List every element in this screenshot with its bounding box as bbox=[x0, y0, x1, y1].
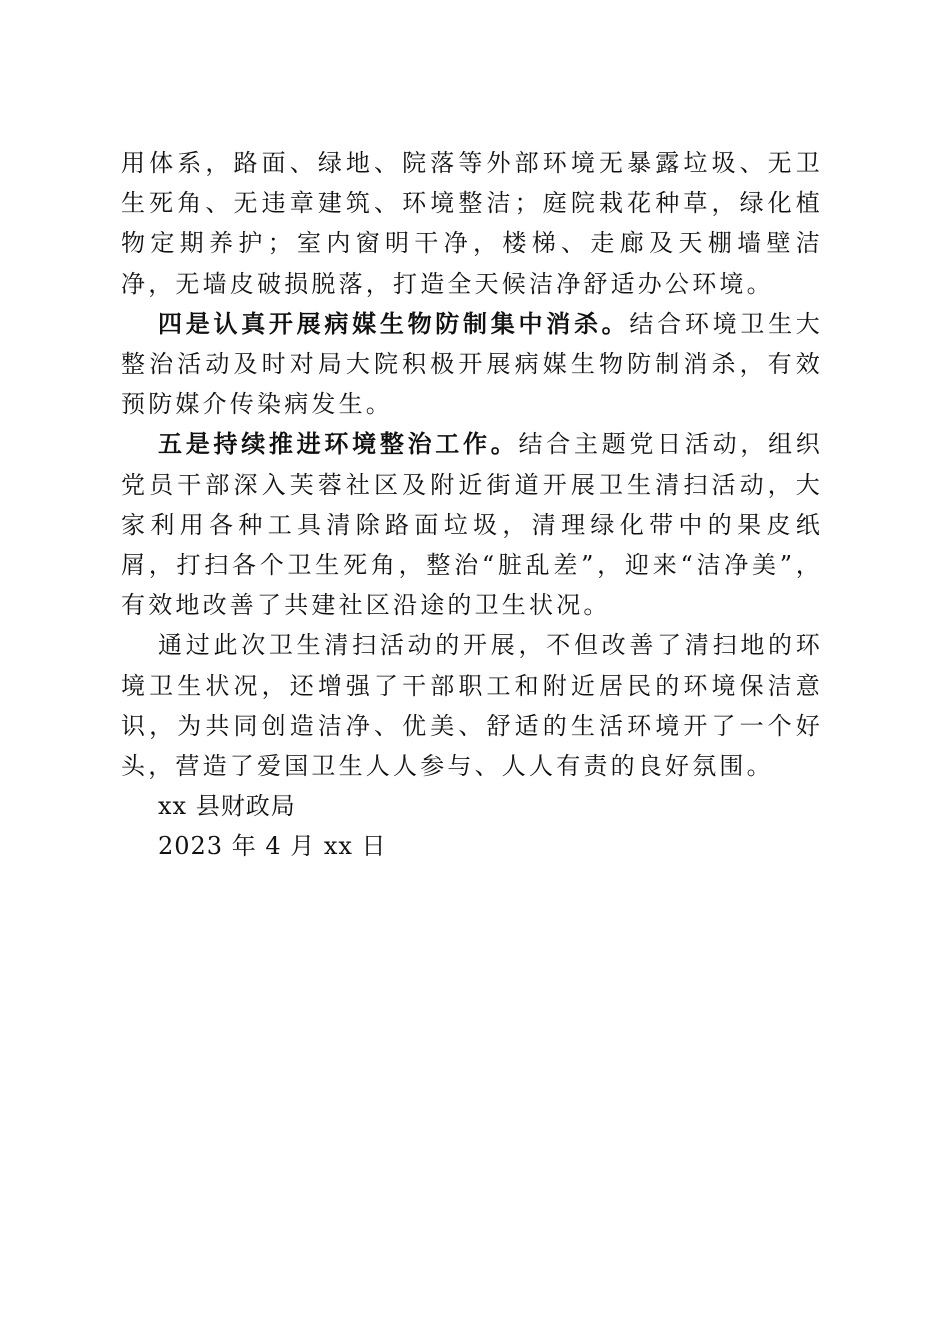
section-heading: 四是认真开展病媒生物防制集中消杀。 bbox=[158, 308, 630, 338]
paragraph-text: 通过此次卫生清扫活动的开展，不但改善了清扫地的环境卫生状况，还增强了干部职工和附近居民的环境保洁意识，为共同创造洁净、优美、舒适的生活环境开了一个好头，营造了爱国卫生人人参与、人人有责的良好氛围。 bbox=[121, 631, 823, 781]
paragraph-section-five bbox=[121, 424, 823, 625]
document-page bbox=[121, 143, 823, 867]
paragraph-text: 结合环境卫生大整治活动及时对局大院积极开展病媒生物防制消杀，有效预防媒介传染病发生。 bbox=[121, 309, 824, 419]
section-heading: 五是持续推进环境整治工作。 bbox=[158, 429, 519, 459]
paragraph-section-four bbox=[121, 304, 823, 425]
signature-organization: xx 县财政局 bbox=[158, 792, 296, 821]
signature-date: 2023 年 4 月 xx 日 bbox=[158, 832, 387, 861]
paragraph-text: 结合主题党日活动，组织党员干部深入芙蓉社区及附近街道开展卫生清扫活动，大家利用各种工具清除路面垃圾，清理绿化带中的果皮纸屑，打扫各个卫生死角，整治“脏乱差”，迎来“洁净美”，有效地改善了共建社区沿途的卫生状况。 bbox=[121, 430, 823, 620]
paragraph-text: 用体系，路面、绿地、院落等外部环境无暴露垃圾、无卫生死角、无违章建筑、环境整洁；庭院栽花种草，绿化植物定期养护；室内窗明干净，楼梯、走廊及天棚墙壁洁净，无墙皮破损脱落，打造全天候洁净舒适办公环境。 bbox=[121, 149, 823, 298]
paragraph-continuation bbox=[121, 143, 823, 304]
paragraph-conclusion bbox=[121, 625, 823, 786]
